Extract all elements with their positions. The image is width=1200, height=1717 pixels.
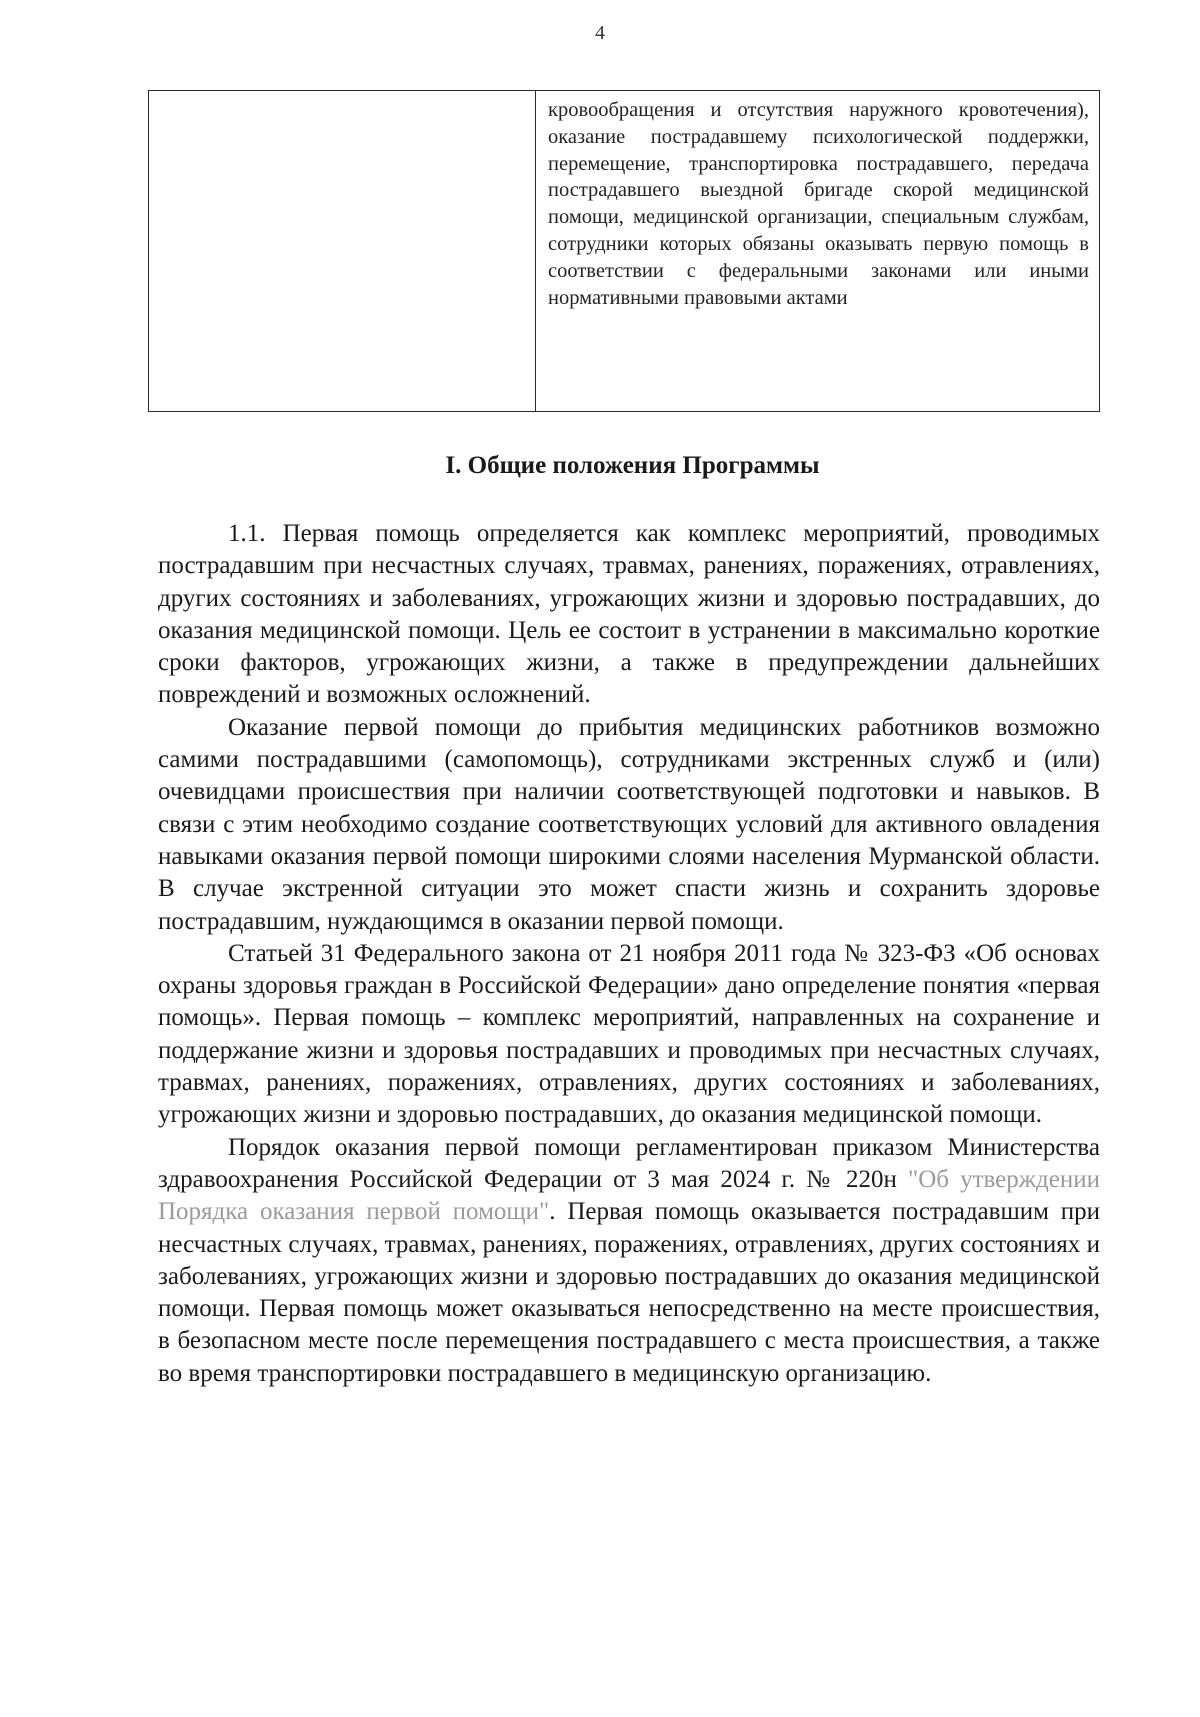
paragraph-4-start: Порядок оказания первой помощи регламентирован приказом Министерства здравоохранения Российской Федерации от 3 мая 2024 г. № 220н bbox=[158, 1133, 1100, 1193]
paragraph-4 bbox=[158, 1132, 1100, 1390]
paragraph-4-end: . Первая помощь оказывается пострадавшим при несчастных случаях, травмах, ранениях, поражениях, отравлениях, других состояниях и заболеваниях, угрожающих жизни и здоровью пострадавших до оказания медицинской помощи. Первая помощь может оказываться непосредственно на месте происшествия, в безопасном месте после перемещения пострадавшего с места происшествия, а также во время транспортировки пострадавшего в медицинскую организацию. bbox=[158, 1198, 1100, 1387]
table-cell-left bbox=[149, 91, 536, 412]
table-row bbox=[149, 91, 1100, 412]
paragraph-1: 1.1. Первая помощь определяется как комплекс мероприятий, проводимых пострадавшим при несчастных случаях, травмах, ранениях, поражениях, отравлениях, других состояниях и заболеваниях, угрожающих жизни и здоровью пострадавших, до оказания медицинской помощи. Цель ее состоит в устранении в максимально короткие сроки факторов, угрожающих жизни, а также в предупреждении дальнейших повреждений и возможных осложнений. bbox=[158, 520, 1100, 709]
body-text bbox=[158, 518, 1100, 1390]
paragraph-2: Оказание первой помощи до прибытия медицинских работников возможно самими пострадавшими (самопомощь), сотрудниками экстренных служб и (или) очевидцами происшествия при наличии соответствующей подготовки и навыков. В связи с этим необходимо создание соответствующих условий для активного овладения навыками оказания первой помощи широкими слоями населения Мурманской области. В случае экстренной ситуации это может спасти жизнь и сохранить здоровье пострадавшим, нуждающимся в оказании первой помощи. bbox=[158, 713, 1100, 935]
paragraph-3: Статьей 31 Федерального закона от 21 ноября 2011 года № 323-ФЗ «Об основах охраны здоровья граждан в Российской Федерации» дано определение понятия «первая помощь». Первая помощь – комплекс мероприятий, направленных на сохранение и поддержание жизни и здоровья пострадавших и проводимых при несчастных случаях, травмах, ранениях, поражениях, отравлениях, других состояниях и заболеваниях, угрожающих жизни и здоровью пострадавших, до оказания медицинской помощи. bbox=[158, 939, 1100, 1129]
page-number: 4 bbox=[595, 22, 605, 44]
section-heading: I. Общие положения Программы bbox=[445, 452, 820, 479]
table-cell-right: кровообращения и отсутствия наружного кровотечения), оказание пострадавшему психологической поддержки, перемещение, транспортировка пострадавшего, передача пострадавшего выездной бригаде скорой медицинской помощи, медицинской организации, специальным службам, сотрудники которых обязаны оказывать первую помощь в соответствии с федеральными законами или иными нормативными правовыми актами bbox=[536, 91, 1100, 412]
continuation-table bbox=[148, 90, 1100, 412]
order-title-faded: "Об утверждении Порядка оказания первой помощи" bbox=[158, 1165, 1101, 1226]
